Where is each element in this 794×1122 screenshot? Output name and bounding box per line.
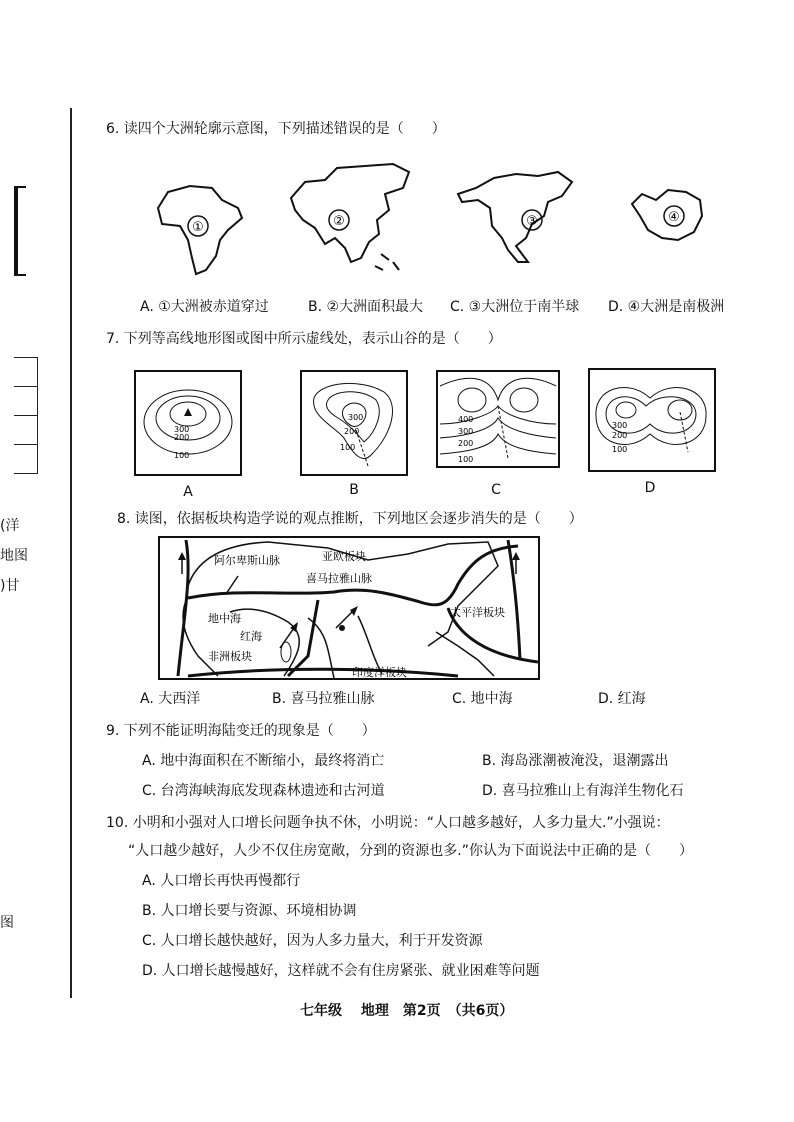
continent-antarctica-icon <box>628 186 708 246</box>
contour-map-d <box>588 368 716 472</box>
q9-text: 9. 下列不能证明海陆变迁的现象是（ ） <box>106 723 376 739</box>
contour-a-300: 300 <box>174 425 190 434</box>
side-fragment-3: )甘 <box>0 578 20 594</box>
q10-text-line2: “人口越少越好，人少不仅住房宽敞，分到的资源也多.”你认为下面说法中正确的是（ ） <box>128 843 693 859</box>
label-med: 地中海 <box>208 612 241 625</box>
contour-map-a <box>134 370 242 476</box>
label-pacific: 太平洋板块 <box>450 606 505 619</box>
score-table <box>14 357 38 476</box>
continent-label-2: ② <box>333 214 345 229</box>
binding-bracket <box>14 186 26 276</box>
continent-north-america-icon <box>452 168 577 266</box>
label-indian: 印度洋板块 <box>352 666 407 679</box>
q6-option-a: A. ①大洲被赤道穿过 <box>140 299 269 315</box>
page-footer: 七年级 地理 第2页 （共6页） <box>300 1003 514 1019</box>
contour-d-300: 300 <box>612 421 628 430</box>
q7-text: 7. 下列等高线地形图或图中所示虚线处，表示山谷的是（ ） <box>106 331 502 347</box>
contour-b-100: 100 <box>340 443 356 452</box>
label-himalaya: 喜马拉雅山脉 <box>306 572 372 585</box>
q6-text: 6. 读四个大洲轮廓示意图，下列描述错误的是（ ） <box>106 121 446 137</box>
q6-option-d: D. ④大洲是南极洲 <box>608 299 725 315</box>
side-fragment-2: 地图 <box>0 548 28 564</box>
q7-caption-c: C <box>491 482 501 498</box>
continent-africa-icon <box>150 178 250 278</box>
q10-option-c: C. 人口增长越快越好，因为人多力量大，利于开发资源 <box>142 933 483 949</box>
continent-label-1: ① <box>192 220 204 235</box>
label-red: 红海 <box>240 630 262 643</box>
q9-option-c: C. 台湾海峡海底发现森林遗迹和古河道 <box>142 783 385 799</box>
q8-option-c: C. 地中海 <box>452 691 513 707</box>
contour-b-200: 200 <box>344 427 360 436</box>
binding-line <box>70 108 72 998</box>
q7-caption-a: A <box>183 484 193 500</box>
q7-caption-b: B <box>349 482 359 498</box>
contour-c-300: 300 <box>458 427 474 436</box>
q8-option-d: D. 红海 <box>598 691 646 707</box>
contour-c-200: 200 <box>458 439 474 448</box>
contour-c-400: 400 <box>458 415 474 424</box>
label-alps: 阿尔卑斯山脉 <box>214 554 280 567</box>
continent-label-3: ③ <box>526 214 538 229</box>
q10-option-a: A. 人口增长再快再慢都行 <box>142 873 301 889</box>
side-fragment-4: 图 <box>0 915 14 931</box>
q6-option-b: B. ②大洲面积最大 <box>308 299 424 315</box>
label-eurasia: 亚欧板块 <box>322 550 366 563</box>
q8-option-a: A. 大西洋 <box>140 691 201 707</box>
q6-option-c: C. ③大洲位于南半球 <box>450 299 580 315</box>
side-fragment-1: (洋 <box>0 518 20 534</box>
continent-label-4: ④ <box>668 210 680 225</box>
contour-c-100: 100 <box>458 455 474 464</box>
q9-option-a: A. 地中海面积在不断缩小，最终将消亡 <box>142 753 385 769</box>
q10-option-d: D. 人口增长越慢越好，这样就不会有住房紧张、就业困难等问题 <box>142 963 540 979</box>
q9-option-b: B. 海岛涨潮被淹没，退潮露出 <box>482 753 669 769</box>
q10-text-line1: 10. 小明和小强对人口增长问题争执不休，小明说：“人口越多越好，人多力量大.”小强说： <box>106 815 670 831</box>
q8-text: 8. 读图，依据板块构造学说的观点推断，下列地区会逐步消失的是（ ） <box>117 511 583 527</box>
contour-d-100: 100 <box>612 445 628 454</box>
q7-caption-d: D <box>644 480 656 496</box>
contour-b-300: 300 <box>348 413 364 422</box>
plate-map <box>158 536 540 680</box>
q8-option-b: B. 喜马拉雅山脉 <box>272 691 375 707</box>
contour-a-200: 200 <box>174 433 190 442</box>
label-africa: 非洲板块 <box>208 650 252 663</box>
q9-option-d: D. 喜马拉雅山上有海洋生物化石 <box>482 783 684 799</box>
q10-option-b: B. 人口增长要与资源、环境相协调 <box>142 903 357 919</box>
contour-map-c <box>436 370 560 468</box>
contour-a-100: 100 <box>174 451 190 460</box>
contour-map-b <box>300 370 408 476</box>
contour-d-200: 200 <box>612 431 628 440</box>
continent-asia-icon <box>285 158 415 276</box>
